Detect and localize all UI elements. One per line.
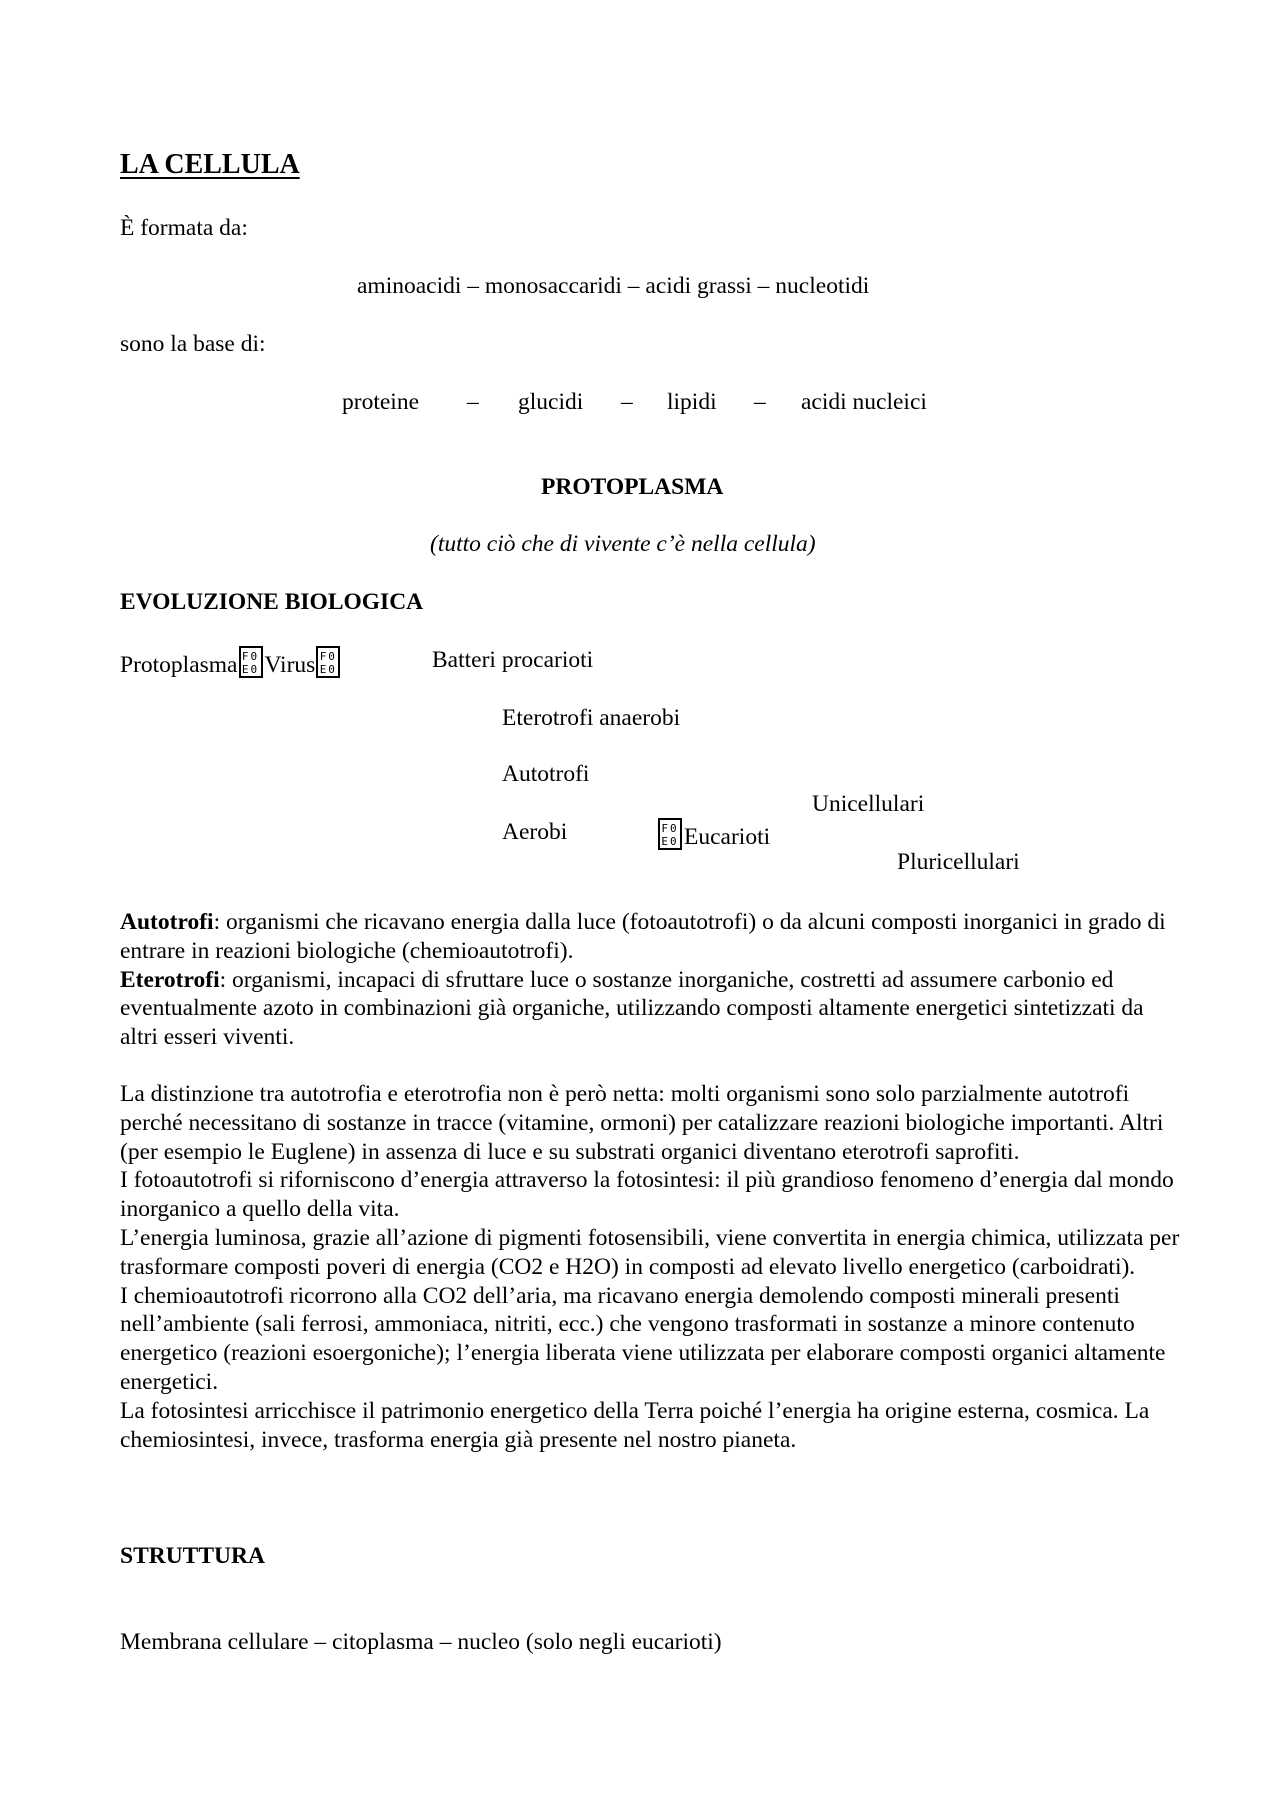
body-paragraph: L’energia luminosa, grazie all’azione di pigmenti fotosensibili, viene convertita in energia chimica, utilizzata per trasformare composti poveri di energia (CO2 e H2O) in composti ad elevato livello energetico (carboidrati). xyxy=(120,1224,1180,1280)
unicellulari-label: Unicellulari xyxy=(812,791,925,817)
aerobi-label: Aerobi xyxy=(502,819,568,845)
body-paragraph: La fotosintesi arricchisce il patrimonio energetico della Terra poiché l’energia ha origine esterna, cosmica. La chemiosintesi, invece, trasforma energia già presente nel nostro pianeta. xyxy=(120,1397,1150,1453)
dash-separator: – xyxy=(754,389,766,415)
struttura-text: Membrana cellulare – citoplasma – nucleo (solo negli eucarioti) xyxy=(120,1629,722,1655)
protoplasma-heading: PROTOPLASMA xyxy=(541,474,724,500)
body-paragraph: I chemioautotrofi ricorrono alla CO2 dell’aria, ma ricavano energia demolendo composti minerali presenti nell’ambiente (sali ferrosi, ammoniaca, nitriti, ecc.) che vengono trasformati in sostanze a minore contenuto energetico (reazioni esoergoniche); l’energia liberata viene utilizzata per elaborare composti organici altamente energetici. xyxy=(120,1282,1166,1395)
eterotrofi-definition: Eterotrofi: organismi, incapaci di sfruttare luce o sostanze inorganiche, costretti ad assumere carbonio ed eventualmente azoto in combinazioni già organiche, utilizzando composti altamente energetici sintetizzati da altri esseri viventi. xyxy=(120,966,1144,1051)
eterotrofi-term: Eterotrofi xyxy=(120,966,220,993)
batteri-label: Batteri procarioti xyxy=(432,647,594,673)
evolution-row-1 xyxy=(120,646,342,680)
dash-separator: – xyxy=(621,389,633,415)
protoplasma-subtitle: (tutto ciò che di vivente c’è nella cellula) xyxy=(430,531,816,557)
macromolecule-lipidi: lipidi xyxy=(667,389,717,415)
dash-separator: – xyxy=(467,389,479,415)
body-text xyxy=(120,1080,1180,1454)
eucarioti-row xyxy=(657,818,770,852)
protoplasma-label: Protoplasma xyxy=(120,652,238,678)
definitions-block xyxy=(120,908,1180,1052)
macromolecule-glucidi: glucidi xyxy=(518,389,584,415)
components-list: aminoacidi – monosaccaridi – acidi grassi – nucleotidi xyxy=(357,273,870,299)
macromolecule-proteine: proteine xyxy=(342,389,419,415)
eucarioti-label: Eucarioti xyxy=(684,824,771,850)
evoluzione-heading: EVOLUZIONE BIOLOGICA xyxy=(120,589,424,615)
struttura-heading: STRUTTURA xyxy=(120,1543,265,1569)
autotrofi-label: Autotrofi xyxy=(502,761,590,787)
body-paragraph: La distinzione tra autotrofia e eterotrofia non è però netta: molti organismi sono solo parzialmente autotrofi perché necessitano di sostanze in tracce (vitamine, ormoni) per catalizzare reazioni biologiche importanti. Altri (per esempio le Euglene) in assenza di luce e su substrati organici diventano eterotrofi saprofiti. xyxy=(120,1081,1164,1165)
base-of-label: sono la base di: xyxy=(120,331,266,357)
autotrofi-term: Autotrofi xyxy=(120,909,214,935)
virus-label: Virus xyxy=(264,652,316,678)
macromolecule-acidi-nucleici: acidi nucleici xyxy=(801,389,927,415)
page-title: LA CELLULA xyxy=(120,149,300,180)
arrow-placeholder-icon: F0 E0 xyxy=(316,646,340,678)
eterotrofi-anaerobi-label: Eterotrofi anaerobi xyxy=(502,705,681,731)
autotrofi-definition: Autotrofi: organismi che ricavano energia dalla luce (fotoautotrofi) o da alcuni composti inorganici in grado di entrare in reazioni biologiche (chemioautotrofi). xyxy=(120,909,1166,964)
arrow-placeholder-icon: F0 E0 xyxy=(239,646,263,678)
pluricellulari-label: Pluricellulari xyxy=(897,849,1020,875)
arrow-placeholder-icon: F0 E0 xyxy=(658,818,682,850)
formed-by-label: È formata da: xyxy=(120,215,248,241)
body-paragraph: I fotoautotrofi si riforniscono d’energia attraverso la fotosintesi: il più grandioso fenomeno d’energia dal mondo inorganico a quello della vita. xyxy=(120,1167,1174,1223)
